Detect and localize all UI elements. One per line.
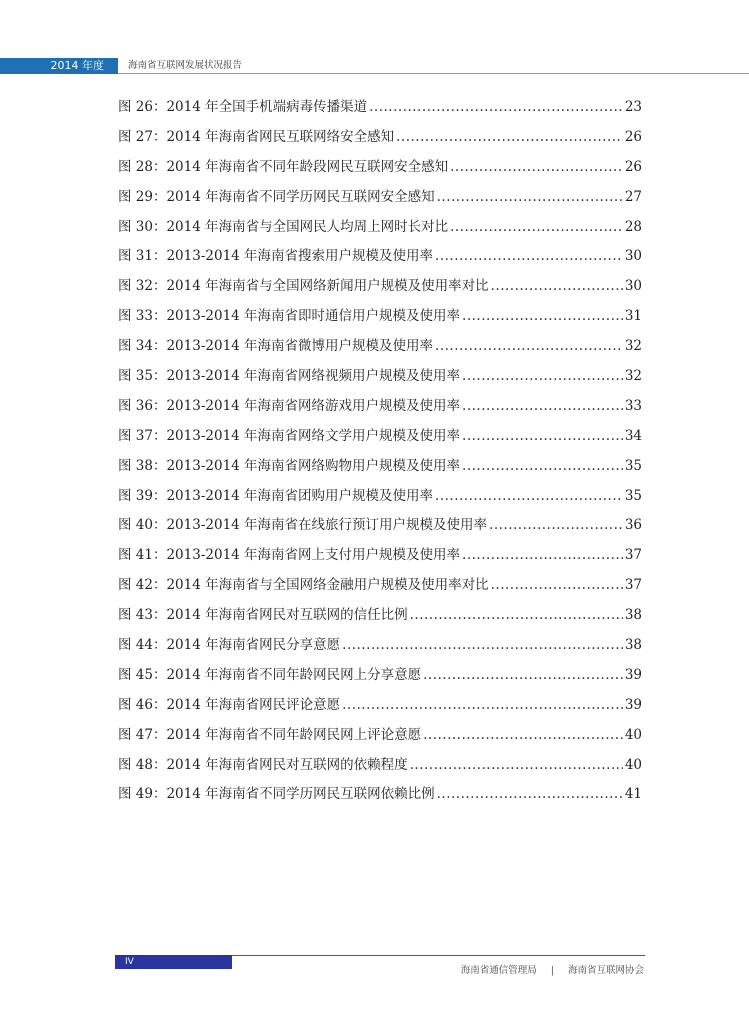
footer-page-number: IV	[115, 955, 232, 969]
toc-entry-label: 图 41：2013-2014 年海南省网上支付用户规模及使用率	[118, 547, 461, 564]
toc-entry[interactable]	[118, 664, 642, 694]
toc-entry-page: 38	[624, 637, 642, 654]
toc-leader-dots	[462, 305, 623, 327]
toc-leader-dots	[450, 216, 623, 238]
toc-entry-page: 37	[624, 547, 642, 564]
toc-entry[interactable]	[118, 216, 642, 246]
toc-entry-page: 26	[624, 128, 642, 145]
toc-entry-label: 图 40：2013-2014 年海南省在线旅行预订用户规模及使用率	[118, 517, 488, 534]
toc-leader-dots	[342, 634, 623, 656]
toc-entry-label: 图 42：2014 年海南省与全国网络金融用户规模及使用率对比	[118, 577, 489, 594]
toc-entry-label: 图 26：2014 年全国手机端病毒传播渠道	[118, 99, 368, 115]
toc-entry-page: 38	[624, 607, 642, 624]
toc-entry[interactable]	[118, 425, 642, 455]
toc-entry-label: 图 29：2014 年海南省不同学历网民互联网安全感知	[118, 188, 435, 205]
toc-entry-label: 图 43：2014 年海南省网民对互联网的信任比例	[118, 607, 408, 624]
toc-entry[interactable]	[118, 694, 642, 724]
footer-separator: |	[550, 965, 554, 976]
toc-entry[interactable]	[118, 305, 642, 335]
toc-entry-label: 图 30：2014 年海南省与全国网民人均周上网时长对比	[118, 218, 449, 235]
toc-entry-page: 36	[624, 517, 642, 534]
toc-entry-page: 31	[624, 308, 642, 325]
toc-entry-label: 图 44：2014 年海南省网民分享意愿	[118, 637, 341, 654]
toc-entry-label: 图 38：2013-2014 年海南省网络购物用户规模及使用率	[118, 457, 461, 474]
toc-entry-page: 40	[624, 756, 642, 773]
header-year: 2014 年度	[0, 58, 118, 74]
toc-entry-label: 图 36：2013-2014 年海南省网络游戏用户规模及使用率	[118, 397, 461, 414]
toc-entry[interactable]	[118, 156, 642, 186]
toc-entry-label: 图 49：2014 年海南省不同学历网民互联网依赖比例	[118, 786, 435, 803]
toc-entry[interactable]	[118, 275, 642, 305]
toc-entry-label: 图 34：2013-2014 年海南省微博用户规模及使用率	[118, 338, 434, 355]
toc-leader-dots	[462, 365, 623, 387]
toc-entry-page: 33	[624, 397, 642, 414]
toc-entry-label: 图 45：2014 年海南省不同年龄网民网上分享意愿	[118, 666, 422, 683]
toc-entry-page: 23	[624, 99, 642, 115]
toc-entry[interactable]	[118, 365, 642, 395]
header-divider	[118, 73, 749, 74]
toc-leader-dots	[410, 604, 623, 626]
toc-entry-label: 图 33：2013-2014 年海南省即时通信用户规模及使用率	[118, 308, 461, 325]
toc-entry[interactable]	[118, 544, 642, 574]
toc-leader-dots	[462, 425, 623, 447]
toc-entry-page: 27	[624, 188, 642, 205]
toc-entry-page: 35	[624, 457, 642, 474]
toc-entry-label: 图 31：2013-2014 年海南省搜索用户规模及使用率	[118, 248, 434, 265]
toc-leader-dots	[423, 724, 623, 746]
toc-entry[interactable]	[118, 96, 642, 126]
toc-entry-label: 图 35：2013-2014 年海南省网络视频用户规模及使用率	[118, 368, 461, 385]
toc-entry[interactable]	[118, 335, 642, 365]
toc-entry-page: 37	[624, 577, 642, 594]
toc-leader-dots	[437, 186, 623, 208]
toc-entry[interactable]	[118, 186, 642, 216]
toc-entry-page: 39	[624, 696, 642, 713]
toc-leader-dots	[410, 754, 623, 776]
toc-entry[interactable]	[118, 604, 642, 634]
footer-org-1: 海南省通信管理局	[460, 965, 537, 976]
toc-entry[interactable]	[118, 395, 642, 425]
toc-leader-dots	[462, 395, 623, 417]
table-of-figures	[118, 96, 642, 813]
toc-entry-label: 图 27：2014 年海南省网民互联网络安全感知	[118, 128, 395, 145]
toc-entry[interactable]	[118, 724, 642, 754]
toc-entry-label: 图 32：2014 年海南省与全国网络新闻用户规模及使用率对比	[118, 278, 489, 295]
toc-entry-page: 35	[624, 487, 642, 504]
toc-entry-page: 40	[624, 726, 642, 743]
header-title: 海南省互联网发展状况报告	[128, 60, 243, 71]
toc-entry-page: 41	[624, 786, 642, 803]
toc-leader-dots	[437, 783, 623, 805]
toc-entry-label: 图 48：2014 年海南省网民对互联网的依赖程度	[118, 756, 408, 773]
toc-entry-label: 图 46：2014 年海南省网民评论意愿	[118, 696, 341, 713]
toc-entry-label: 图 28：2014 年海南省不同年龄段网民互联网安全感知	[118, 158, 449, 175]
toc-leader-dots	[462, 455, 623, 477]
toc-entry-page: 34	[624, 427, 642, 444]
footer-orgs	[461, 962, 644, 976]
toc-entry-page: 30	[624, 278, 642, 295]
toc-entry[interactable]	[118, 485, 642, 515]
toc-leader-dots	[489, 514, 623, 536]
toc-entry-label: 图 39：2013-2014 年海南省团购用户规模及使用率	[118, 487, 434, 504]
toc-entry-page: 32	[624, 368, 642, 385]
toc-leader-dots	[450, 156, 623, 178]
toc-leader-dots	[435, 485, 623, 507]
toc-entry-page: 28	[624, 218, 642, 235]
toc-leader-dots	[435, 335, 623, 357]
toc-leader-dots	[491, 574, 623, 596]
toc-leader-dots	[462, 544, 623, 566]
toc-leader-dots	[435, 245, 623, 267]
toc-leader-dots	[423, 664, 623, 686]
toc-entry-label: 图 37：2013-2014 年海南省网络文学用户规模及使用率	[118, 427, 461, 444]
toc-leader-dots	[396, 126, 623, 148]
toc-entry-page: 30	[624, 248, 642, 265]
toc-entry-page: 32	[624, 338, 642, 355]
toc-leader-dots	[369, 96, 623, 118]
toc-entry-page: 26	[624, 158, 642, 175]
toc-entry[interactable]	[118, 126, 642, 156]
footer-org-2: 海南省互联网协会	[567, 965, 644, 976]
toc-entry[interactable]	[118, 783, 642, 813]
toc-entry[interactable]	[118, 754, 642, 784]
toc-entry-label: 图 47：2014 年海南省不同年龄网民网上评论意愿	[118, 726, 422, 743]
toc-entry[interactable]	[118, 574, 642, 604]
toc-leader-dots	[491, 275, 623, 297]
toc-leader-dots	[342, 694, 623, 716]
toc-entry[interactable]	[118, 634, 642, 664]
toc-entry[interactable]	[118, 245, 642, 275]
toc-entry[interactable]	[118, 514, 642, 544]
toc-entry[interactable]	[118, 455, 642, 485]
toc-entry-page: 39	[624, 666, 642, 683]
